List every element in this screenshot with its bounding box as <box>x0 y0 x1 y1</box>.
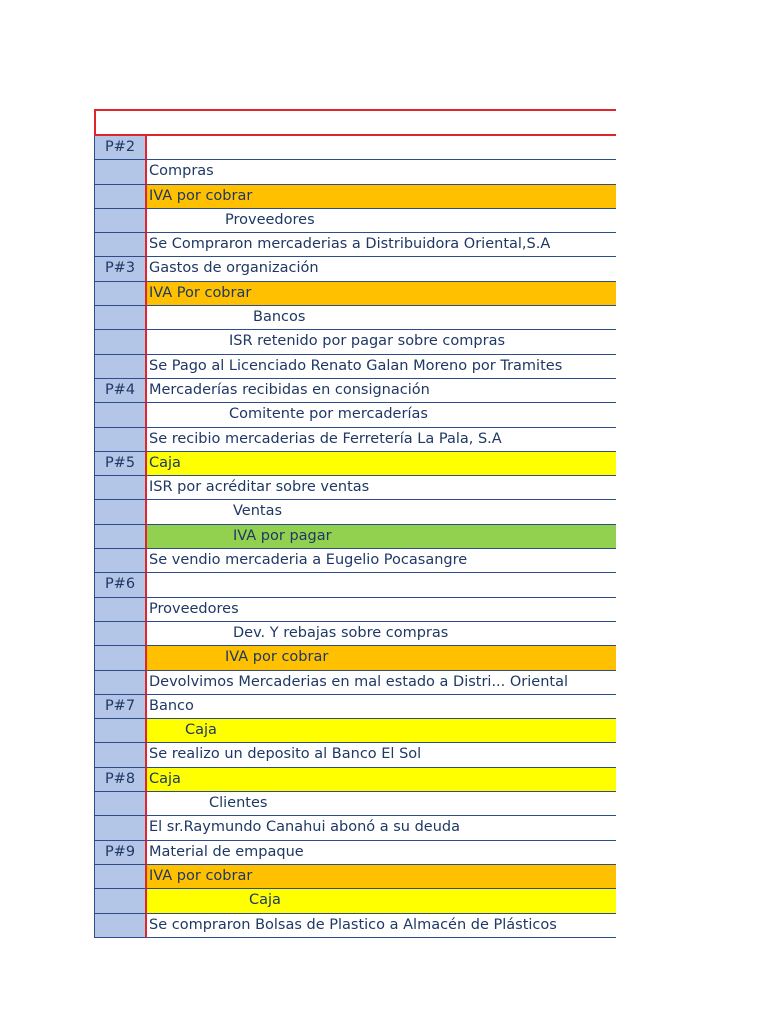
table-row[interactable] <box>94 209 616 233</box>
description-cell[interactable] <box>147 136 616 160</box>
entry-number-cell[interactable] <box>94 428 147 452</box>
table-row[interactable] <box>94 500 616 524</box>
description-cell[interactable]: Clientes <box>147 792 616 816</box>
entry-number-cell[interactable]: P#4 <box>94 379 147 403</box>
table-row[interactable] <box>94 646 616 670</box>
entry-number-cell[interactable]: P#8 <box>94 768 147 792</box>
entry-number-cell[interactable] <box>94 160 147 184</box>
description-cell[interactable]: IVA por cobrar <box>147 865 616 889</box>
table-row[interactable] <box>94 549 616 573</box>
description-cell[interactable]: Se Pago al Licenciado Renato Galan Moreno por Tramites <box>147 355 616 379</box>
description-cell[interactable]: Proveedores <box>147 209 616 233</box>
entry-number-cell[interactable] <box>94 185 147 209</box>
entry-number-cell[interactable]: P#5 <box>94 452 147 476</box>
entry-number-cell[interactable]: P#3 <box>94 257 147 281</box>
description-cell[interactable]: ISR retenido por pagar sobre compras <box>147 330 616 354</box>
table-row[interactable] <box>94 889 616 913</box>
entry-number-cell[interactable] <box>94 622 147 646</box>
description-cell[interactable]: IVA por pagar <box>147 525 616 549</box>
entry-number-cell[interactable] <box>94 914 147 938</box>
table-row[interactable] <box>94 160 616 184</box>
table-row[interactable] <box>94 403 616 427</box>
description-cell[interactable]: IVA Por cobrar <box>147 282 616 306</box>
description-cell[interactable]: Caja <box>147 889 616 913</box>
table-row[interactable] <box>94 379 616 403</box>
table-row[interactable] <box>94 792 616 816</box>
description-cell[interactable]: Devolvimos Mercaderias en mal estado a Distri... Oriental <box>147 671 616 695</box>
table-row[interactable] <box>94 355 616 379</box>
description-cell[interactable]: Caja <box>147 768 616 792</box>
description-cell[interactable]: Bancos <box>147 306 616 330</box>
entry-number-cell[interactable] <box>94 598 147 622</box>
table-row[interactable] <box>94 768 616 792</box>
table-row[interactable] <box>94 282 616 306</box>
description-cell[interactable]: IVA por cobrar <box>147 185 616 209</box>
description-cell[interactable] <box>147 573 616 597</box>
entry-number-cell[interactable] <box>94 355 147 379</box>
entry-number-cell[interactable] <box>94 865 147 889</box>
description-cell[interactable]: El sr.Raymundo Canahui abonó a su deuda <box>147 816 616 840</box>
table-row[interactable] <box>94 136 616 160</box>
description-cell[interactable]: Se vendio mercaderia a Eugelio Pocasangre <box>147 549 616 573</box>
table-row[interactable] <box>94 695 616 719</box>
entry-number-cell[interactable]: P#6 <box>94 573 147 597</box>
description-cell[interactable]: IVA por cobrar <box>147 646 616 670</box>
table-row[interactable] <box>94 306 616 330</box>
table-row[interactable] <box>94 719 616 743</box>
table-row[interactable] <box>94 452 616 476</box>
header-row[interactable] <box>94 109 616 136</box>
description-cell[interactable]: Caja <box>147 452 616 476</box>
entry-number-cell[interactable] <box>94 671 147 695</box>
description-cell[interactable]: Se realizo un deposito al Banco El Sol <box>147 743 616 767</box>
table-row[interactable] <box>94 185 616 209</box>
table-row[interactable] <box>94 598 616 622</box>
entry-number-cell[interactable] <box>94 476 147 500</box>
table-row[interactable] <box>94 525 616 549</box>
description-cell[interactable]: Dev. Y rebajas sobre compras <box>147 622 616 646</box>
table-row[interactable] <box>94 816 616 840</box>
description-cell[interactable]: Caja <box>147 719 616 743</box>
table-row[interactable] <box>94 914 616 938</box>
entry-number-cell[interactable] <box>94 500 147 524</box>
entry-number-cell[interactable] <box>94 743 147 767</box>
description-cell[interactable]: ISR por acréditar sobre ventas <box>147 476 616 500</box>
description-cell[interactable]: Se Compraron mercaderias a Distribuidora Oriental,S.A <box>147 233 616 257</box>
description-cell[interactable]: Proveedores <box>147 598 616 622</box>
entry-number-cell[interactable] <box>94 403 147 427</box>
table-row[interactable] <box>94 330 616 354</box>
description-cell[interactable]: Banco <box>147 695 616 719</box>
table-row[interactable] <box>94 671 616 695</box>
description-cell[interactable]: Comitente por mercaderías <box>147 403 616 427</box>
entry-number-cell[interactable]: P#9 <box>94 841 147 865</box>
entry-number-cell[interactable] <box>94 209 147 233</box>
description-cell[interactable]: Compras <box>147 160 616 184</box>
entry-number-cell[interactable] <box>94 282 147 306</box>
table-row[interactable] <box>94 476 616 500</box>
description-cell[interactable]: Se recibio mercaderias de Ferretería La Pala, S.A <box>147 428 616 452</box>
entry-number-cell[interactable] <box>94 525 147 549</box>
entry-number-cell[interactable] <box>94 792 147 816</box>
table-row[interactable] <box>94 233 616 257</box>
table-row[interactable] <box>94 865 616 889</box>
description-cell[interactable]: Material de empaque <box>147 841 616 865</box>
table-row[interactable] <box>94 743 616 767</box>
entry-number-cell[interactable]: P#2 <box>94 136 147 160</box>
journal-rows <box>94 136 616 938</box>
description-cell[interactable]: Gastos de organización <box>147 257 616 281</box>
table-row[interactable] <box>94 573 616 597</box>
entry-number-cell[interactable] <box>94 306 147 330</box>
description-cell[interactable]: Mercaderías recibidas en consignación <box>147 379 616 403</box>
entry-number-cell[interactable] <box>94 816 147 840</box>
table-row[interactable] <box>94 841 616 865</box>
entry-number-cell[interactable] <box>94 233 147 257</box>
entry-number-cell[interactable]: P#7 <box>94 695 147 719</box>
entry-number-cell[interactable] <box>94 330 147 354</box>
description-cell[interactable]: Ventas <box>147 500 616 524</box>
description-cell[interactable]: Se compraron Bolsas de Plastico a Almacén de Plásticos <box>147 914 616 938</box>
entry-number-cell[interactable] <box>94 719 147 743</box>
table-row[interactable] <box>94 257 616 281</box>
spreadsheet <box>94 109 616 938</box>
entry-number-cell[interactable] <box>94 549 147 573</box>
entry-number-cell[interactable] <box>94 889 147 913</box>
table-row[interactable] <box>94 428 616 452</box>
entry-number-cell[interactable] <box>94 646 147 670</box>
table-row[interactable] <box>94 622 616 646</box>
